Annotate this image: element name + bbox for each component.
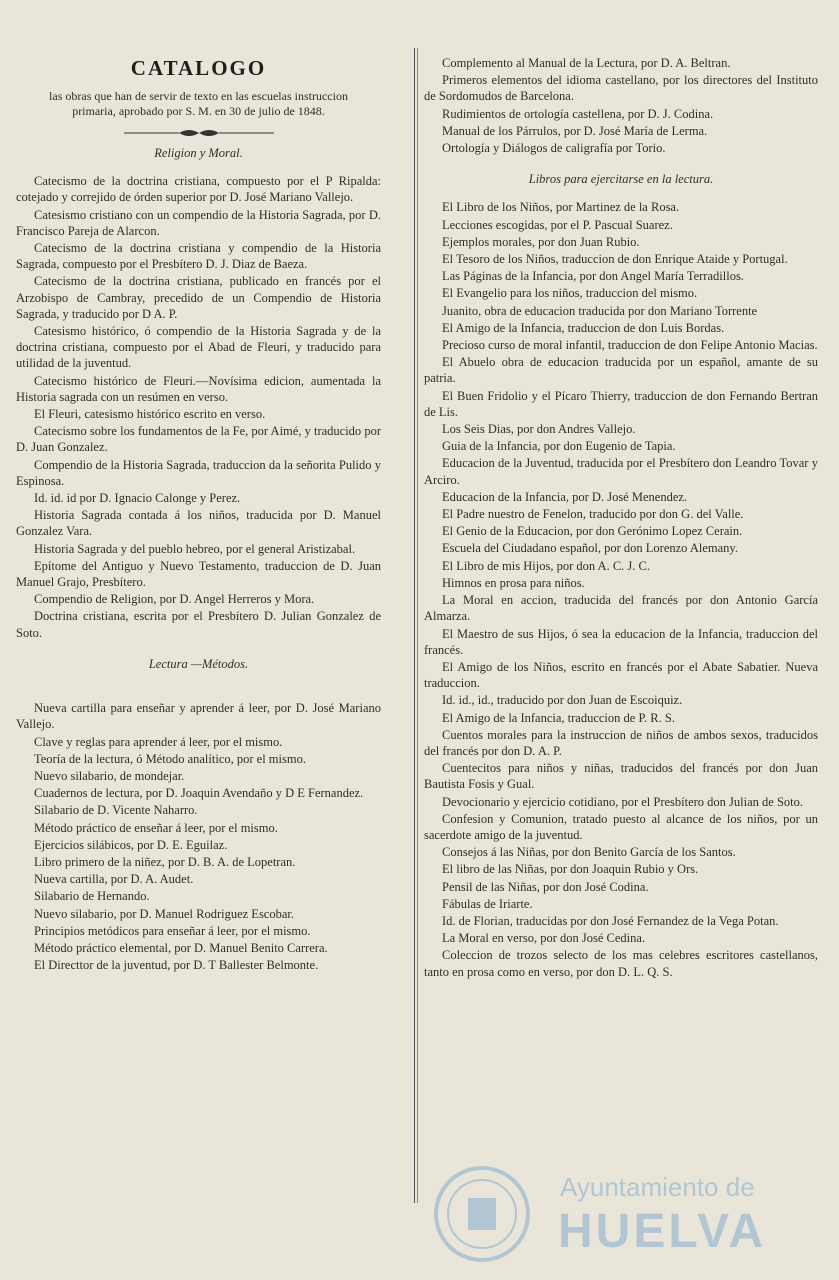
reading-methods-continued-list: [424, 55, 818, 156]
lectura-list: [16, 700, 381, 973]
catalog-entry: El Directtor de la juventud, por D. T Ballester Belmonte.: [34, 958, 319, 973]
catalog-entry: Educacion de la Juventud, traducida por el Presbítero don Leandro Tovar y Arciro.: [424, 456, 818, 487]
catalog-entry: Ortología y Diálogos de caligrafía por Torio.: [442, 141, 666, 156]
religion-list: [16, 173, 381, 641]
catalog-entry: Catecismo histórico de Fleuri.—Novísima edicion, aumentada la Historia sagrada con un resúmen en verso.: [16, 373, 381, 404]
catalog-subtitle: las obras que han de servir de texto en las escuelas instruccion primaria, aprobado por S. M. en 30 de julio de 1848.: [49, 89, 348, 118]
catalog-entry: Precioso curso de moral infantil, traduccion de don Felipe Antonio Macias.: [442, 338, 818, 353]
catalog-entry: Escuela del Ciudadano español, por don Lorenzo Alemany.: [442, 541, 738, 556]
catalog-entry: Manual de los Párrulos, por D. José María de Lerma.: [442, 123, 708, 138]
catalog-entry: Educacion de la Infancia, por D. José Menendez.: [442, 489, 688, 504]
catalog-entry: Fábulas de Iriarte.: [442, 896, 533, 911]
catalog-entry: Compendio de la Historia Sagrada, traduccion da la señorita Pulido y Espinosa.: [16, 457, 381, 488]
city-seal-icon: [432, 1164, 532, 1264]
catalog-entry: El Evangelio para los niños, traduccion del mismo.: [442, 286, 698, 301]
catalog-entry: Cuentos morales para la instruccion de niños de ambos sexos, traducidos del francés por don D. A. P.: [424, 727, 818, 758]
catalog-entry: Himnos en prosa para niños.: [442, 575, 585, 590]
section-heading-ejercitarse: Libros para ejercitarse en la lectura.: [528, 172, 714, 187]
catalog-entry: Lecciones escogidas, por el P. Pascual Suarez.: [442, 217, 673, 232]
catalog-entry: Consejos á las Niñas, por don Benito García de los Santos.: [442, 845, 736, 860]
catalog-entry: Devocionario y ejercicio cotidiano, por el Presbítero don Julian de Soto.: [442, 794, 804, 809]
catalog-entry: El Genio de la Educacion, por don Gerónimo Lopez Cerain.: [442, 524, 743, 539]
catalog-entry: Confesion y Comunion, tratado puesto al alcance de los niños, por un sacerdote amigo de la juventud.: [424, 811, 818, 842]
catalog-entry: El Amigo de los Niños, escrito en francés por el Abate Sabatier. Nueva traduccion.: [424, 659, 818, 691]
catalog-entry: Método práctico elemental, por D. Manuel Benito Carrera.: [34, 940, 328, 955]
catalog-entry: Nueva cartilla para enseñar y aprender á leer, por D. José Mariano Vallejo.: [16, 701, 381, 732]
watermark-line2: HUELVA: [558, 1205, 767, 1258]
catalog-entry: Cuadernos de lectura, por D. Joaquin Avendaño y D E Fernandez.: [34, 786, 364, 801]
catalog-entry: La Moral en accion, traducida del francés por don Antonio García Almarza.: [424, 593, 818, 624]
catalog-entry: Epítome del Antiguo y Nuevo Testamento, traduccion de D. Juan Manuel Grajo, Presbítero.: [16, 558, 381, 590]
catalog-entry: Los Seis Dias, por don Andres Vallejo.: [442, 422, 636, 437]
archive-watermark: [432, 1160, 812, 1270]
catalog-entry: Guia de la Infancia, por don Eugenio de Tapia.: [442, 439, 676, 454]
ornament-divider-icon: [16, 127, 381, 139]
catalog-entry: Catecismo de la doctrina cristiana, publicado en francés por el Arzobispo de Cambray, precedido de un Compendio de Historia Sagrada, y traducido por D A. P.: [16, 274, 381, 321]
catalog-entry: Nuevo silabario, de mondejar.: [34, 768, 185, 783]
catalog-entry: El Amigo de la Infancia, traduccion de P. R. S.: [442, 710, 675, 725]
catalog-entry: Nuevo silabario, por D. Manuel Rodriguez Escobar.: [34, 906, 295, 921]
right-column: [424, 55, 818, 981]
catalog-entry: Ejercicios silábicos, por D. E. Eguilaz.: [34, 837, 228, 852]
catalog-entry: El libro de las Niñas, por don Joaquin Rubio y Ors.: [442, 862, 699, 877]
section-heading-lectura: Lectura —Métodos.: [148, 656, 249, 671]
catalog-entry: Juanito, obra de educacion traducida por don Mariano Torrente: [442, 303, 758, 318]
catalog-entry: Compendio de Religion, por D. Angel Herreros y Mora.: [34, 592, 315, 607]
catalog-entry: El Buen Fridolio y el Pícaro Thierry, traduccion de don Fernando Bertran de Lis.: [424, 388, 818, 419]
catalog-entry: Cuentecitos para niños y niñas, traducidos del francés por don Juan Bautista Fosis y Gual.: [424, 761, 818, 792]
catalog-entry: Las Páginas de la Infancia, por don Angel María Terradillos.: [442, 269, 744, 284]
ejercitarse-list: [424, 199, 818, 979]
catalog-entry: La Moral en verso, por don José Cedina.: [442, 931, 646, 946]
catalog-entry: Id. de Florian, traducidas por don José Fernandez de la Vega Potan.: [442, 913, 779, 928]
catalog-entry: El Amigo de la Infancia, traduccion de don Luis Bordas.: [442, 320, 725, 335]
catalog-entry: Nueva cartilla, por D. A. Audet.: [34, 872, 194, 887]
catalog-entry: Historia Sagrada y del pueblo hebreo, por el general Aristizabal.: [34, 541, 356, 556]
catalog-entry: Id. id. id por D. Ignacio Calonge y Perez.: [34, 491, 241, 506]
catalog-entry: Ejemplos morales, por don Juan Rubio.: [442, 234, 640, 249]
left-column: [16, 55, 381, 974]
catalog-entry: Teoría de la lectura, ó Método analítico, por el mismo.: [34, 751, 306, 766]
catalog-entry: Silabario de Hernando.: [34, 889, 150, 904]
catalog-entry: Doctrina cristiana, escrita por el Presbítero D. Julian Gonzalez de Soto.: [16, 609, 381, 640]
catalog-entry: El Libro de mis Hijos, por don A. C. J. C.: [442, 558, 650, 573]
catalog-entry: Catesismo cristiano con un compendio de la Historia Sagrada, por D. Francisco Pareja de Alarcon.: [16, 207, 381, 238]
catalog-entry: Catecismo sobre los fundamentos de la Fe, por Aimé, y traducido por D. Juan Gonzalez.: [16, 424, 381, 455]
catalog-entry: El Fleuri, catesismo histórico escrito en verso.: [34, 407, 266, 422]
catalog-entry: Libro primero de la niñez, por D. B. A. de Lopetran.: [34, 854, 296, 869]
catalog-entry: Complemento al Manual de la Lectura, por D. A. Beltran.: [442, 56, 731, 70]
catalog-entry: Catecismo de la doctrina cristiana y compendio de la Historia Sagrada, compuesto por el Presbítero D. J. Diaz de Baeza.: [16, 241, 381, 272]
catalog-entry: Principios metódicos para enseñar á leer, por el mismo.: [34, 923, 311, 938]
catalog-entry: Coleccion de trozos selecto de los mas celebres escritores castellanos, tanto en prosa como en verso, por don D. L. Q. S.: [424, 948, 818, 979]
catalog-entry: Historia Sagrada contada á los niños, traducida por D. Manuel Gonzalez Vara.: [16, 508, 381, 539]
catalog-entry: El Maestro de sus Hijos, ó sea la educacion de la Infancia, traduccion del francés.: [424, 626, 818, 657]
catalog-entry: Clave y reglas para aprender á leer, por el mismo.: [34, 734, 283, 749]
catalog-entry: El Abuelo obra de educacion traducida por un español, amante de su patria.: [424, 355, 818, 386]
column-divider: [414, 48, 415, 1203]
catalog-entry: El Libro de los Niños, por Martinez de la Rosa.: [442, 200, 680, 215]
catalog-entry: Catecismo de la doctrina cristiana, compuesto por el P Ripalda: cotejado y correjido de órden superior por D. José Mariano Vallejo.: [16, 174, 381, 205]
catalog-entry: Silabario de D. Vicente Naharro.: [34, 803, 198, 818]
catalog-entry: Id. id., id., traducido por don Juan de Escoiquiz.: [442, 693, 683, 708]
catalog-title: CATALOGO: [130, 56, 267, 80]
catalog-entry: Pensil de las Niñas, por don José Codina.: [442, 879, 649, 894]
catalog-entry: Primeros elementos del idioma castellano, por los directores del Instituto de Sordomudos de Barcelona.: [424, 73, 818, 104]
catalog-entry: El Padre nuestro de Fenelon, traducido por don G. del Valle.: [442, 507, 744, 522]
catalog-entry: El Tesoro de los Niños, traduccion de don Enrique Ataide y Portugal.: [442, 252, 788, 267]
catalog-entry: Catesismo histórico, ó compendio de la Historia Sagrada y de la doctrina cristiana, compuesto por el Abad de Fleuri, y traducido para utilidad de la juventud.: [16, 324, 381, 371]
watermark-line1: Ayuntamiento de: [560, 1172, 755, 1202]
catalog-entry: Rudimientos de ortología castellena, por D. J. Codina.: [442, 106, 714, 121]
catalog-entry: Método práctico de enseñar á leer, por el mismo.: [34, 820, 278, 835]
section-heading-religion: Religion y Moral.: [154, 146, 243, 160]
